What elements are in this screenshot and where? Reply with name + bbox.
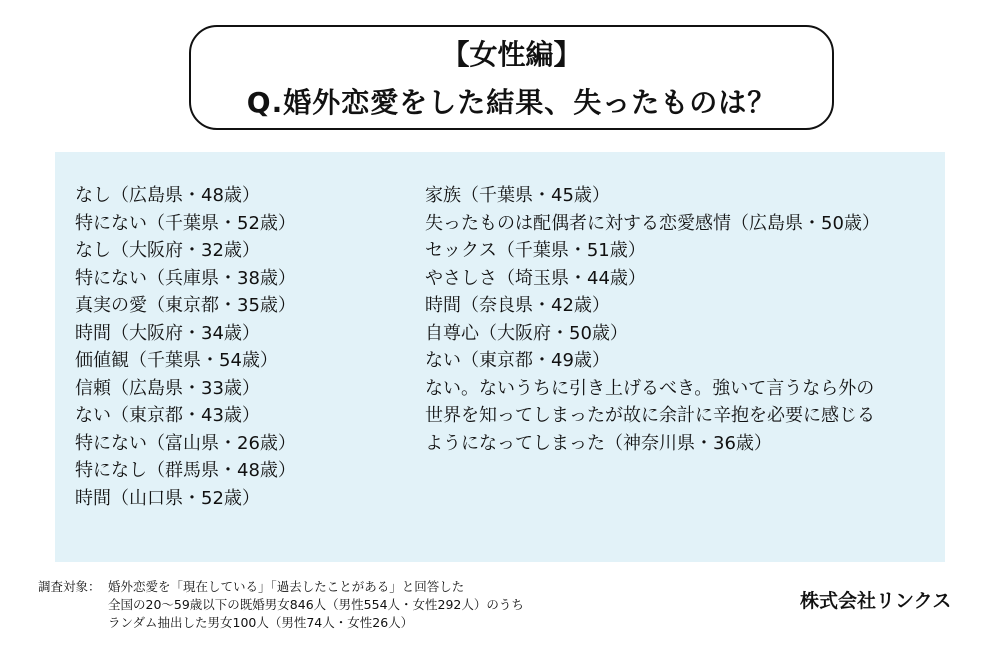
answer-item: 特にない（富山県・26歳）	[75, 432, 296, 454]
answer-item: 自尊心（大阪府・50歳）	[425, 322, 628, 344]
answer-panel	[55, 152, 945, 562]
footnote-line: 全国の20〜59歳以下の既婚男女846人（男性554人・女性292人）のうち	[108, 597, 524, 612]
answer-item: なし（大阪府・32歳）	[75, 240, 260, 261]
answer-list-right	[425, 182, 880, 457]
answer-item: 時間（大阪府・34歳）	[75, 322, 260, 344]
answer-list-left	[75, 182, 296, 512]
answer-item: やさしさ（埼玉県・44歳）	[425, 267, 646, 289]
answer-item: ない（東京都・49歳）	[425, 350, 610, 371]
answer-item: 特にない（千葉県・52歳）	[75, 212, 296, 234]
answer-item: 失ったものは配偶者に対する恋愛感情（広島県・50歳）	[425, 212, 880, 234]
answer-item: 家族（千葉県・45歳）	[425, 185, 610, 206]
footnote-label: 調査対象：	[38, 579, 101, 594]
answer-item: 時間（山口県・52歳）	[75, 487, 260, 509]
answer-item: ようになってしまった（神奈川県・36歳）	[425, 432, 772, 454]
footnote-line: ランダム抽出した男女100人（男性74人・女性26人）	[108, 615, 414, 630]
answer-item: 真実の愛（東京都・35歳）	[75, 295, 296, 316]
answer-item: ない。ないうちに引き上げるべき。強いて言うなら外の	[425, 377, 875, 399]
answer-item: 時間（奈良県・42歳）	[425, 295, 610, 316]
answer-item: 特にない（兵庫県・38歳）	[75, 267, 296, 289]
title-category: 【女性編】	[441, 38, 582, 71]
answer-item: セックス（千葉県・51歳）	[425, 240, 646, 261]
answer-item: 特になし（群馬県・48歳）	[75, 460, 296, 481]
answer-item: 信頼（広島県・33歳）	[75, 377, 260, 399]
answer-item: なし（広島県・48歳）	[75, 185, 260, 206]
question-title: Q.婚外恋愛をした結果、失ったものは？	[246, 86, 777, 119]
answer-item: ない（東京都・43歳）	[75, 405, 260, 426]
footnote-lines	[108, 578, 524, 632]
footnote-line: 婚外恋愛を「現在している」「過去したことがある」と回答した	[108, 579, 465, 594]
answer-item: 価値観（千葉県・54歳）	[75, 350, 278, 371]
company-name: 株式会社リンクス	[800, 590, 952, 612]
answer-item: 世界を知ってしまったが故に余計に辛抱を必要に感じる	[425, 405, 875, 426]
title-box	[189, 25, 834, 130]
